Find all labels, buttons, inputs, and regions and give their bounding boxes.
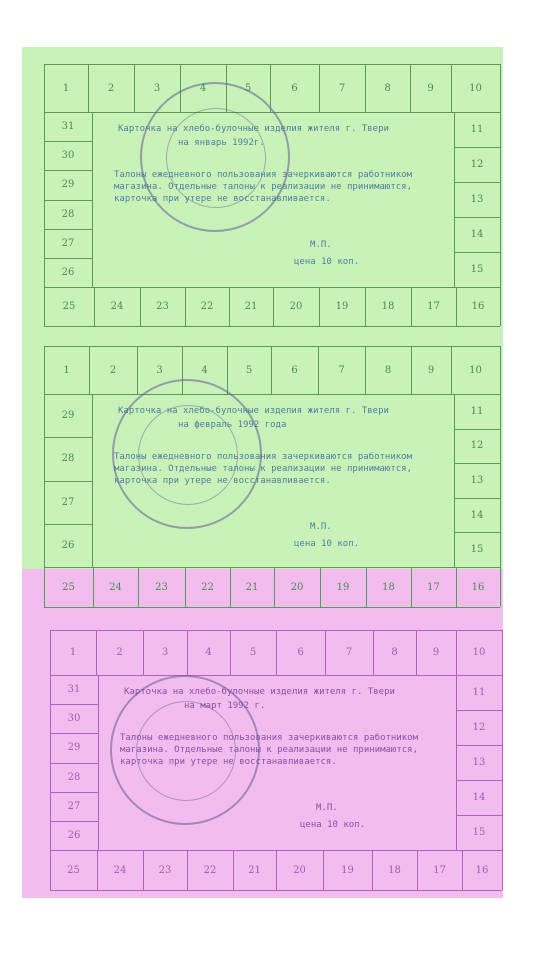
- coupon-bottom-23[interactable]: 23: [158, 864, 172, 876]
- coupon-bottom-20[interactable]: 20: [293, 864, 306, 876]
- grid-line: [50, 675, 502, 676]
- card-title: Карточка на хлебо-булочные изделия жителя г. Твери: [118, 406, 389, 416]
- card-price: цена 10 коп.: [294, 539, 360, 549]
- coupon-top-8[interactable]: 8: [384, 82, 391, 94]
- coupon-bottom-19[interactable]: 19: [341, 864, 354, 876]
- coupon-bottom-24[interactable]: 24: [110, 301, 124, 312]
- coupon-left-26[interactable]: 26: [61, 266, 75, 278]
- card-rules-line: карточка при утере не восстанавливается.: [120, 757, 337, 767]
- coupon-top-1[interactable]: 1: [63, 364, 70, 376]
- coupon-bottom-20[interactable]: 20: [290, 581, 304, 593]
- coupon-top-1[interactable]: 1: [62, 82, 70, 94]
- official-seal: [110, 675, 260, 825]
- coupon-right-13[interactable]: 13: [470, 474, 484, 486]
- coupon-bottom-25[interactable]: 25: [62, 581, 75, 593]
- coupon-left-29[interactable]: 29: [61, 410, 75, 422]
- coupon-bottom-24[interactable]: 24: [113, 864, 127, 876]
- coupon-bottom-21[interactable]: 21: [244, 301, 258, 312]
- coupon-top-7[interactable]: 7: [338, 364, 345, 376]
- coupon-left-28[interactable]: 28: [67, 771, 81, 783]
- coupon-bottom-23[interactable]: 23: [156, 301, 169, 312]
- grid-line: [44, 326, 500, 327]
- coupon-bottom-23[interactable]: 23: [155, 581, 168, 593]
- grid-line: [92, 394, 93, 567]
- grid-line: [92, 112, 93, 287]
- coupon-left-26[interactable]: 26: [61, 539, 75, 551]
- coupon-top-5[interactable]: 5: [244, 82, 252, 94]
- coupon-left-30[interactable]: 30: [67, 713, 81, 725]
- coupon-top-5[interactable]: 5: [245, 364, 253, 376]
- coupon-left-28[interactable]: 28: [61, 453, 75, 465]
- coupon-top-4[interactable]: 4: [199, 82, 207, 94]
- official-seal: [140, 82, 290, 232]
- coupon-bottom-17[interactable]: 17: [427, 301, 440, 312]
- coupon-left-31[interactable]: 31: [67, 684, 81, 696]
- coupon-bottom-21[interactable]: 21: [248, 864, 261, 876]
- coupon-left-31[interactable]: 31: [61, 121, 75, 133]
- coupon-top-7[interactable]: 7: [345, 647, 353, 658]
- grid-line: [500, 64, 501, 326]
- coupon-top-6[interactable]: 6: [291, 82, 298, 94]
- coupon-left-30[interactable]: 30: [61, 150, 75, 162]
- official-seal-inner-ring: [166, 108, 266, 208]
- card-rules-line: карточка при утере не восстанавливается.: [114, 194, 331, 204]
- coupon-top-10[interactable]: 10: [469, 364, 482, 376]
- grid-line: [502, 630, 503, 890]
- coupon-left-27[interactable]: 27: [61, 237, 75, 249]
- coupon-left-27[interactable]: 27: [61, 496, 75, 508]
- card-stamp-place: М.П.: [316, 803, 338, 813]
- coupon-top-3[interactable]: 3: [156, 364, 163, 376]
- grid-line: [50, 890, 502, 891]
- card-month: на январь 1992г.: [178, 138, 265, 148]
- coupon-right-15[interactable]: 15: [470, 264, 484, 275]
- official-seal: [112, 379, 262, 529]
- coupon-bottom-24[interactable]: 24: [109, 581, 122, 593]
- card-month: на март 1992 г.: [184, 701, 266, 711]
- coupon-left-29[interactable]: 29: [61, 179, 75, 191]
- card-stamp-place: М.П.: [310, 522, 332, 532]
- card-title: Карточка на хлебо-булочные изделия жителя г. Твери: [118, 124, 389, 134]
- coupon-top-9[interactable]: 9: [427, 364, 435, 376]
- coupon-top-9[interactable]: 9: [427, 82, 434, 94]
- grid-line: [44, 394, 500, 395]
- coupon-bottom-19[interactable]: 19: [336, 581, 350, 593]
- coupon-right-13[interactable]: 13: [470, 194, 484, 205]
- coupon-top-6[interactable]: 6: [297, 647, 304, 658]
- card-rules-line: магазина. Отдельные талоны к реализации не принимаются,: [120, 745, 419, 755]
- coupon-bottom-25[interactable]: 25: [62, 301, 76, 312]
- coupon-top-2[interactable]: 2: [109, 364, 117, 376]
- coupon-left-28[interactable]: 28: [61, 208, 75, 220]
- coupon-top-4[interactable]: 4: [205, 647, 212, 658]
- coupon-bottom-22[interactable]: 22: [200, 301, 214, 312]
- coupon-left-26[interactable]: 26: [67, 829, 81, 841]
- coupon-bottom-20[interactable]: 20: [289, 301, 303, 312]
- card-rules-line: Талоны ежедневного пользования зачеркиваются работником: [114, 452, 413, 462]
- card-rules-line: магазина. Отдельные талоны к реализации не принимаются,: [114, 464, 413, 474]
- grid-line: [44, 607, 500, 608]
- coupon-bottom-18[interactable]: 18: [388, 864, 401, 876]
- coupon-top-5[interactable]: 5: [249, 647, 257, 658]
- coupon-left-29[interactable]: 29: [67, 742, 81, 754]
- card-rules-line: Талоны ежедневного пользования зачеркиваются работником: [114, 170, 413, 180]
- coupon-right-13[interactable]: 13: [472, 757, 486, 768]
- card-rules-line: магазина. Отдельные талоны к реализации не принимаются,: [114, 182, 413, 192]
- coupon-right-12[interactable]: 12: [472, 722, 486, 733]
- coupon-right-14[interactable]: 14: [472, 792, 486, 803]
- coupon-top-6[interactable]: 6: [291, 364, 298, 376]
- coupon-top-8[interactable]: 8: [384, 364, 392, 376]
- coupon-bottom-17[interactable]: 17: [433, 864, 446, 876]
- coupon-right-11[interactable]: 11: [470, 124, 484, 135]
- coupon-bottom-18[interactable]: 18: [381, 301, 395, 312]
- coupon-bottom-21[interactable]: 21: [245, 581, 259, 593]
- coupon-right-14[interactable]: 14: [470, 229, 484, 240]
- coupon-right-11[interactable]: 11: [472, 687, 486, 698]
- coupon-right-12[interactable]: 12: [470, 159, 484, 170]
- card-rules-line: Талоны ежедневного пользования зачеркиваются работником: [120, 733, 419, 743]
- grid-line: [500, 346, 501, 607]
- coupon-right-15[interactable]: 15: [472, 827, 486, 838]
- coupon-bottom-18[interactable]: 18: [382, 581, 395, 593]
- coupon-bottom-17[interactable]: 17: [427, 581, 440, 593]
- coupon-right-12[interactable]: 12: [470, 440, 484, 452]
- coupon-bottom-19[interactable]: 19: [335, 301, 349, 312]
- coupon-bottom-25[interactable]: 25: [67, 864, 80, 876]
- official-seal-inner-ring: [136, 701, 236, 801]
- coupon-top-3[interactable]: 3: [153, 82, 161, 94]
- coupon-top-9[interactable]: 9: [432, 647, 440, 658]
- coupon-bottom-22[interactable]: 22: [201, 581, 214, 593]
- coupon-right-11[interactable]: 11: [470, 405, 484, 417]
- official-seal-inner-ring: [138, 405, 238, 505]
- coupon-right-14[interactable]: 14: [470, 509, 484, 521]
- coupon-top-3[interactable]: 3: [161, 647, 169, 658]
- coupon-top-10[interactable]: 10: [472, 647, 486, 658]
- coupon-left-27[interactable]: 27: [67, 800, 81, 812]
- coupon-right-15[interactable]: 15: [470, 544, 484, 556]
- coupon-bottom-16[interactable]: 16: [475, 864, 489, 876]
- coupon-top-2[interactable]: 2: [107, 82, 115, 94]
- card-title: Карточка на хлебо-булочные изделия жителя г. Твери: [124, 687, 395, 697]
- card-price: цена 10 коп.: [294, 257, 360, 267]
- coupon-top-4[interactable]: 4: [201, 364, 208, 376]
- coupon-bottom-16[interactable]: 16: [471, 301, 485, 312]
- card-month: на февраль 1992 года: [178, 420, 287, 430]
- coupon-top-2[interactable]: 2: [116, 647, 123, 658]
- coupon-top-7[interactable]: 7: [338, 82, 346, 94]
- coupon-top-10[interactable]: 10: [469, 82, 482, 94]
- coupon-bottom-22[interactable]: 22: [203, 864, 217, 876]
- coupon-bottom-16[interactable]: 16: [471, 581, 485, 593]
- coupon-top-8[interactable]: 8: [391, 647, 398, 658]
- card-stamp-place: М.П.: [310, 240, 332, 250]
- card-price: цена 10 коп.: [300, 820, 366, 830]
- coupon-top-1[interactable]: 1: [69, 647, 77, 658]
- grid-line: [98, 675, 99, 850]
- card-rules-line: карточка при утере не восстанавливается.: [114, 476, 331, 486]
